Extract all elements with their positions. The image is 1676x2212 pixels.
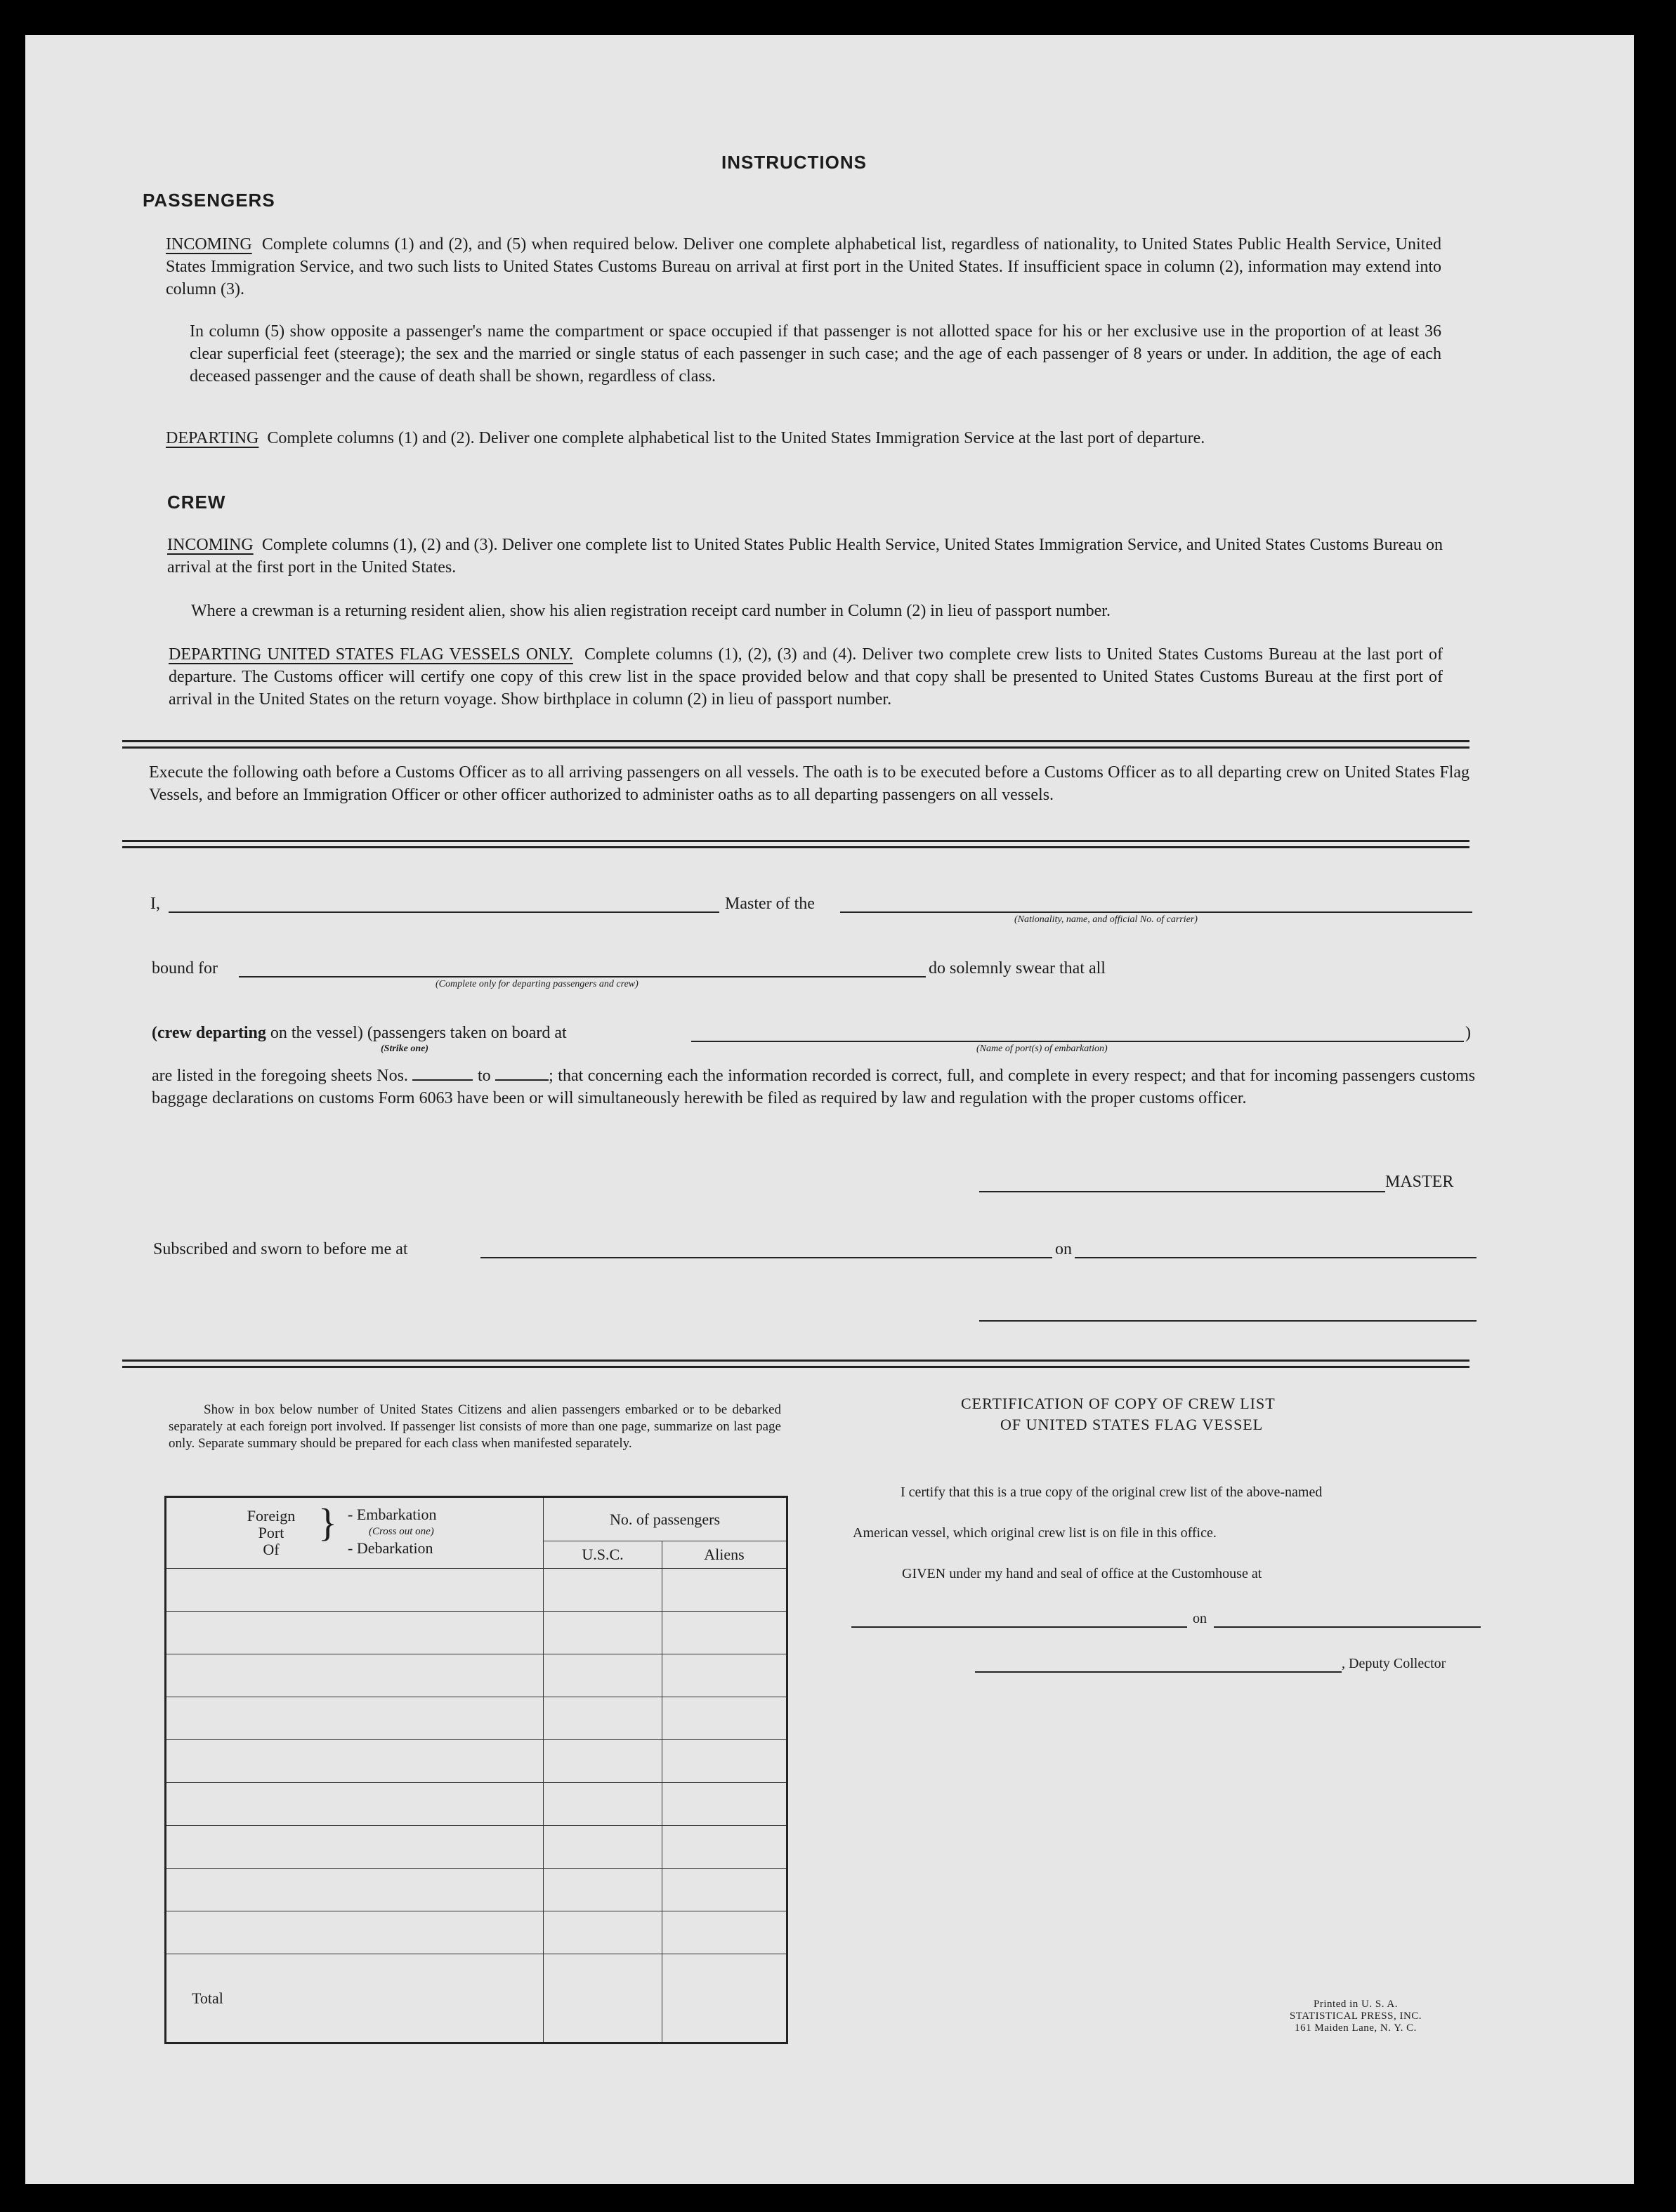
section-divider (122, 1360, 1469, 1368)
usc-cell[interactable] (544, 1654, 662, 1697)
port-label: Port (258, 1524, 284, 1541)
passengers-departing-paragraph (166, 427, 1441, 449)
master-name-field[interactable] (169, 911, 719, 913)
usc-cell[interactable] (544, 1869, 662, 1911)
passengers-departing-label: DEPARTING (166, 429, 259, 447)
sworn-date-field[interactable] (1075, 1257, 1477, 1258)
vessel-clause (152, 1024, 567, 1043)
printer-imprint (1250, 1999, 1461, 2034)
aliens-cell[interactable] (662, 1654, 787, 1697)
page-title: INSTRUCTIONS (721, 152, 867, 173)
officer-signature-field[interactable] (979, 1320, 1477, 1322)
subscribed-label: Subscribed and sworn to before me at (153, 1240, 408, 1258)
master-of-label: Master of the (725, 895, 815, 913)
aliens-cell[interactable] (662, 1569, 787, 1612)
passengers-departing-text: Complete columns (1) and (2). Deliver one complete alphabetical list to the United States Immigration Service at the last port of departure. (267, 429, 1205, 447)
deputy-signature-field[interactable] (975, 1671, 1342, 1673)
certification-title-line1: CERTIFICATION OF COPY OF CREW LIST (961, 1395, 1276, 1412)
aliens-cell[interactable] (662, 1740, 787, 1783)
sworn-place-field[interactable] (480, 1257, 1052, 1258)
crew-heading: CREW (167, 492, 226, 513)
close-paren: ) (1465, 1024, 1471, 1042)
port-cell[interactable] (166, 1826, 544, 1869)
aliens-cell[interactable] (662, 1697, 787, 1740)
foreign-label: Foreign (247, 1507, 296, 1525)
certify-line2: American vessel, which original crew list is on file in this office. (853, 1525, 1217, 1541)
master-label: MASTER (1385, 1173, 1454, 1191)
port-caption: (Name of port(s) of embarkation) (976, 1044, 1108, 1054)
section-divider (122, 840, 1469, 848)
crew-incoming-text: Complete columns (1), (2) and (3). Deliver one complete list to United States Public Health Service, United States Immigration Service, and United States Customs Bureau on arrival at the first port in the United States. (167, 536, 1443, 577)
aliens-cell[interactable] (662, 1612, 787, 1654)
usc-cell[interactable] (544, 1569, 662, 1612)
cross-out-caption: (Cross out one) (369, 1526, 434, 1537)
port-cell[interactable] (166, 1697, 544, 1740)
embarkation-port-field[interactable] (691, 1041, 1464, 1042)
crew-departing-label: DEPARTING UNITED STATES FLAG VESSELS ONLY. (169, 645, 573, 664)
destination-field[interactable] (239, 976, 926, 977)
passenger-summary-table (164, 1496, 788, 2044)
no-of-passengers-header: No. of passengers (544, 1497, 787, 1541)
bound-for-label: bound for (152, 959, 218, 977)
aliens-total-cell[interactable] (662, 1954, 787, 2043)
usc-cell[interactable] (544, 1911, 662, 1954)
port-cell[interactable] (166, 1740, 544, 1783)
master-signature-field[interactable] (979, 1191, 1385, 1192)
passengers-incoming-text: Complete columns (1) and (2), and (5) when required below. Deliver one complete alphabetical list, regardless of nationality, to United States Public Health Service, United States Immigration Service, and two such lists to United States Customs Bureau on arrival at first port in the United States. If insufficient space in column (2), information may extend into column (3). (166, 235, 1442, 298)
port-header-cell (166, 1497, 544, 1569)
crew-departing-text: Complete columns (1), (2), (3) and (4). Deliver two complete crew lists to United States Customs Bureau at the last port of departure. The Customs officer will certify one copy of this crew list in the space provided below and that copy shall be presented to United States Customs Bureau at the first port of arrival in the United States on the return voyage. Show birthplace in column (2) in lieu of passport number. (169, 645, 1443, 709)
column5-paragraph: In column (5) show opposite a passenger's name the compartment or space occupied if that passenger is not allotted space for his or her exclusive use in the proportion of at least 36 clear superficial feet (steerage); the sex and the married or single status of each passenger in such case; and the age of each passenger of 8 years or under. In addition, the age of each deceased passenger and the cause of death shall be shown, regardless of class. (190, 322, 1441, 386)
certification-title-line2: OF UNITED STATES FLAG VESSEL (1000, 1416, 1264, 1433)
on-vessel-text: on the vessel) (270, 1024, 363, 1042)
aliens-cell[interactable] (662, 1869, 787, 1911)
deputy-collector-label: , Deputy Collector (1342, 1656, 1446, 1671)
crew-departing-option: (crew departing (152, 1024, 266, 1042)
port-cell[interactable] (166, 1783, 544, 1826)
cert-date-field[interactable] (1214, 1626, 1481, 1628)
usc-cell[interactable] (544, 1612, 662, 1654)
port-cell[interactable] (166, 1612, 544, 1654)
of-label: Of (263, 1541, 280, 1558)
aliens-cell[interactable] (662, 1911, 787, 1954)
customhouse-field[interactable] (851, 1626, 1187, 1628)
strike-caption: (Strike one) (381, 1044, 429, 1054)
passengers-heading: PASSENGERS (143, 190, 275, 211)
crew-incoming-label: INCOMING (167, 536, 254, 554)
printer-line3: 161 Maiden Lane, N. Y. C. (1295, 2022, 1417, 2034)
oath-intro: Execute the following oath before a Customs Officer as to all arriving passengers on all vessels. The oath is to be executed before a Customs Officer as to all departing crew on United States Flag Vessels, and before an Immigration Officer or other officer authorized to administer oaths as to all departing passengers on all vessels. (149, 763, 1469, 804)
printer-line2: STATISTICAL PRESS, INC. (1289, 2010, 1422, 2022)
passengers-incoming-paragraph (166, 233, 1441, 301)
crew-incoming-paragraph (167, 534, 1443, 579)
crew-resident-paragraph: Where a crewman is a returning resident alien, show his alien registration receipt card number in Column (2) in lieu of passport number. (191, 602, 1111, 620)
summary-instructions: Show in box below number of United States Citizens and alien passengers embarked or to be debarked separately at each foreign port involved. If passenger list consists of more than one page, summarize on last page only. Separate summary should be prepared for each class when manifested separately. (169, 1402, 781, 1451)
to-label: to (477, 1067, 491, 1085)
port-cell[interactable] (166, 1569, 544, 1612)
passengers-taken-option: (passengers taken on board at (367, 1024, 567, 1042)
port-cell[interactable] (166, 1911, 544, 1954)
given-line: GIVEN under my hand and seal of office at the Customhouse at (902, 1566, 1262, 1581)
usc-total-cell[interactable] (544, 1954, 662, 2043)
aliens-cell[interactable] (662, 1826, 787, 1869)
listed-paragraph (152, 1065, 1475, 1110)
debarkation-option[interactable]: - Debarkation (348, 1539, 433, 1557)
sworn-on-label: on (1055, 1240, 1072, 1258)
certify-line1: I certify that this is a true copy of the original crew list of the above-named (901, 1484, 1323, 1500)
embarkation-option[interactable]: - Embarkation (348, 1506, 437, 1523)
oath-i-label: I, (150, 895, 160, 913)
listed-rest-text: ; that concerning each the information recorded is correct, full, and complete in every respect; and that for incoming passengers customs baggage declarations on customs Form 6063 have been or will simultaneously herewith be filed as required by law and regulation with the proper customs officer. (152, 1067, 1476, 1107)
total-label: Total (166, 1954, 544, 2043)
bound-caption: (Complete only for departing passengers and crew) (436, 979, 639, 989)
port-cell[interactable] (166, 1869, 544, 1911)
brace-glyph: } (318, 1501, 337, 1545)
usc-cell[interactable] (544, 1826, 662, 1869)
passengers-incoming-label: INCOMING (166, 235, 252, 254)
usc-header: U.S.C. (544, 1541, 662, 1569)
crew-departing-paragraph (169, 643, 1443, 711)
usc-cell[interactable] (544, 1783, 662, 1826)
aliens-cell[interactable] (662, 1783, 787, 1826)
carrier-field[interactable] (840, 911, 1472, 913)
printer-line1: Printed in U. S. A. (1314, 1999, 1398, 2010)
carrier-caption: (Nationality, name, and official No. of carrier) (1014, 914, 1198, 925)
aliens-header: Aliens (662, 1541, 787, 1569)
port-cell[interactable] (166, 1654, 544, 1697)
swear-text: do solemnly swear that all (929, 959, 1106, 977)
usc-cell[interactable] (544, 1740, 662, 1783)
sheet-from-field[interactable] (412, 1079, 473, 1081)
sheet-to-field[interactable] (495, 1079, 549, 1081)
usc-cell[interactable] (544, 1697, 662, 1740)
section-divider (122, 740, 1469, 749)
cert-on-label: on (1193, 1611, 1207, 1626)
listed-in-text: are listed in the foregoing sheets Nos. (152, 1067, 408, 1085)
